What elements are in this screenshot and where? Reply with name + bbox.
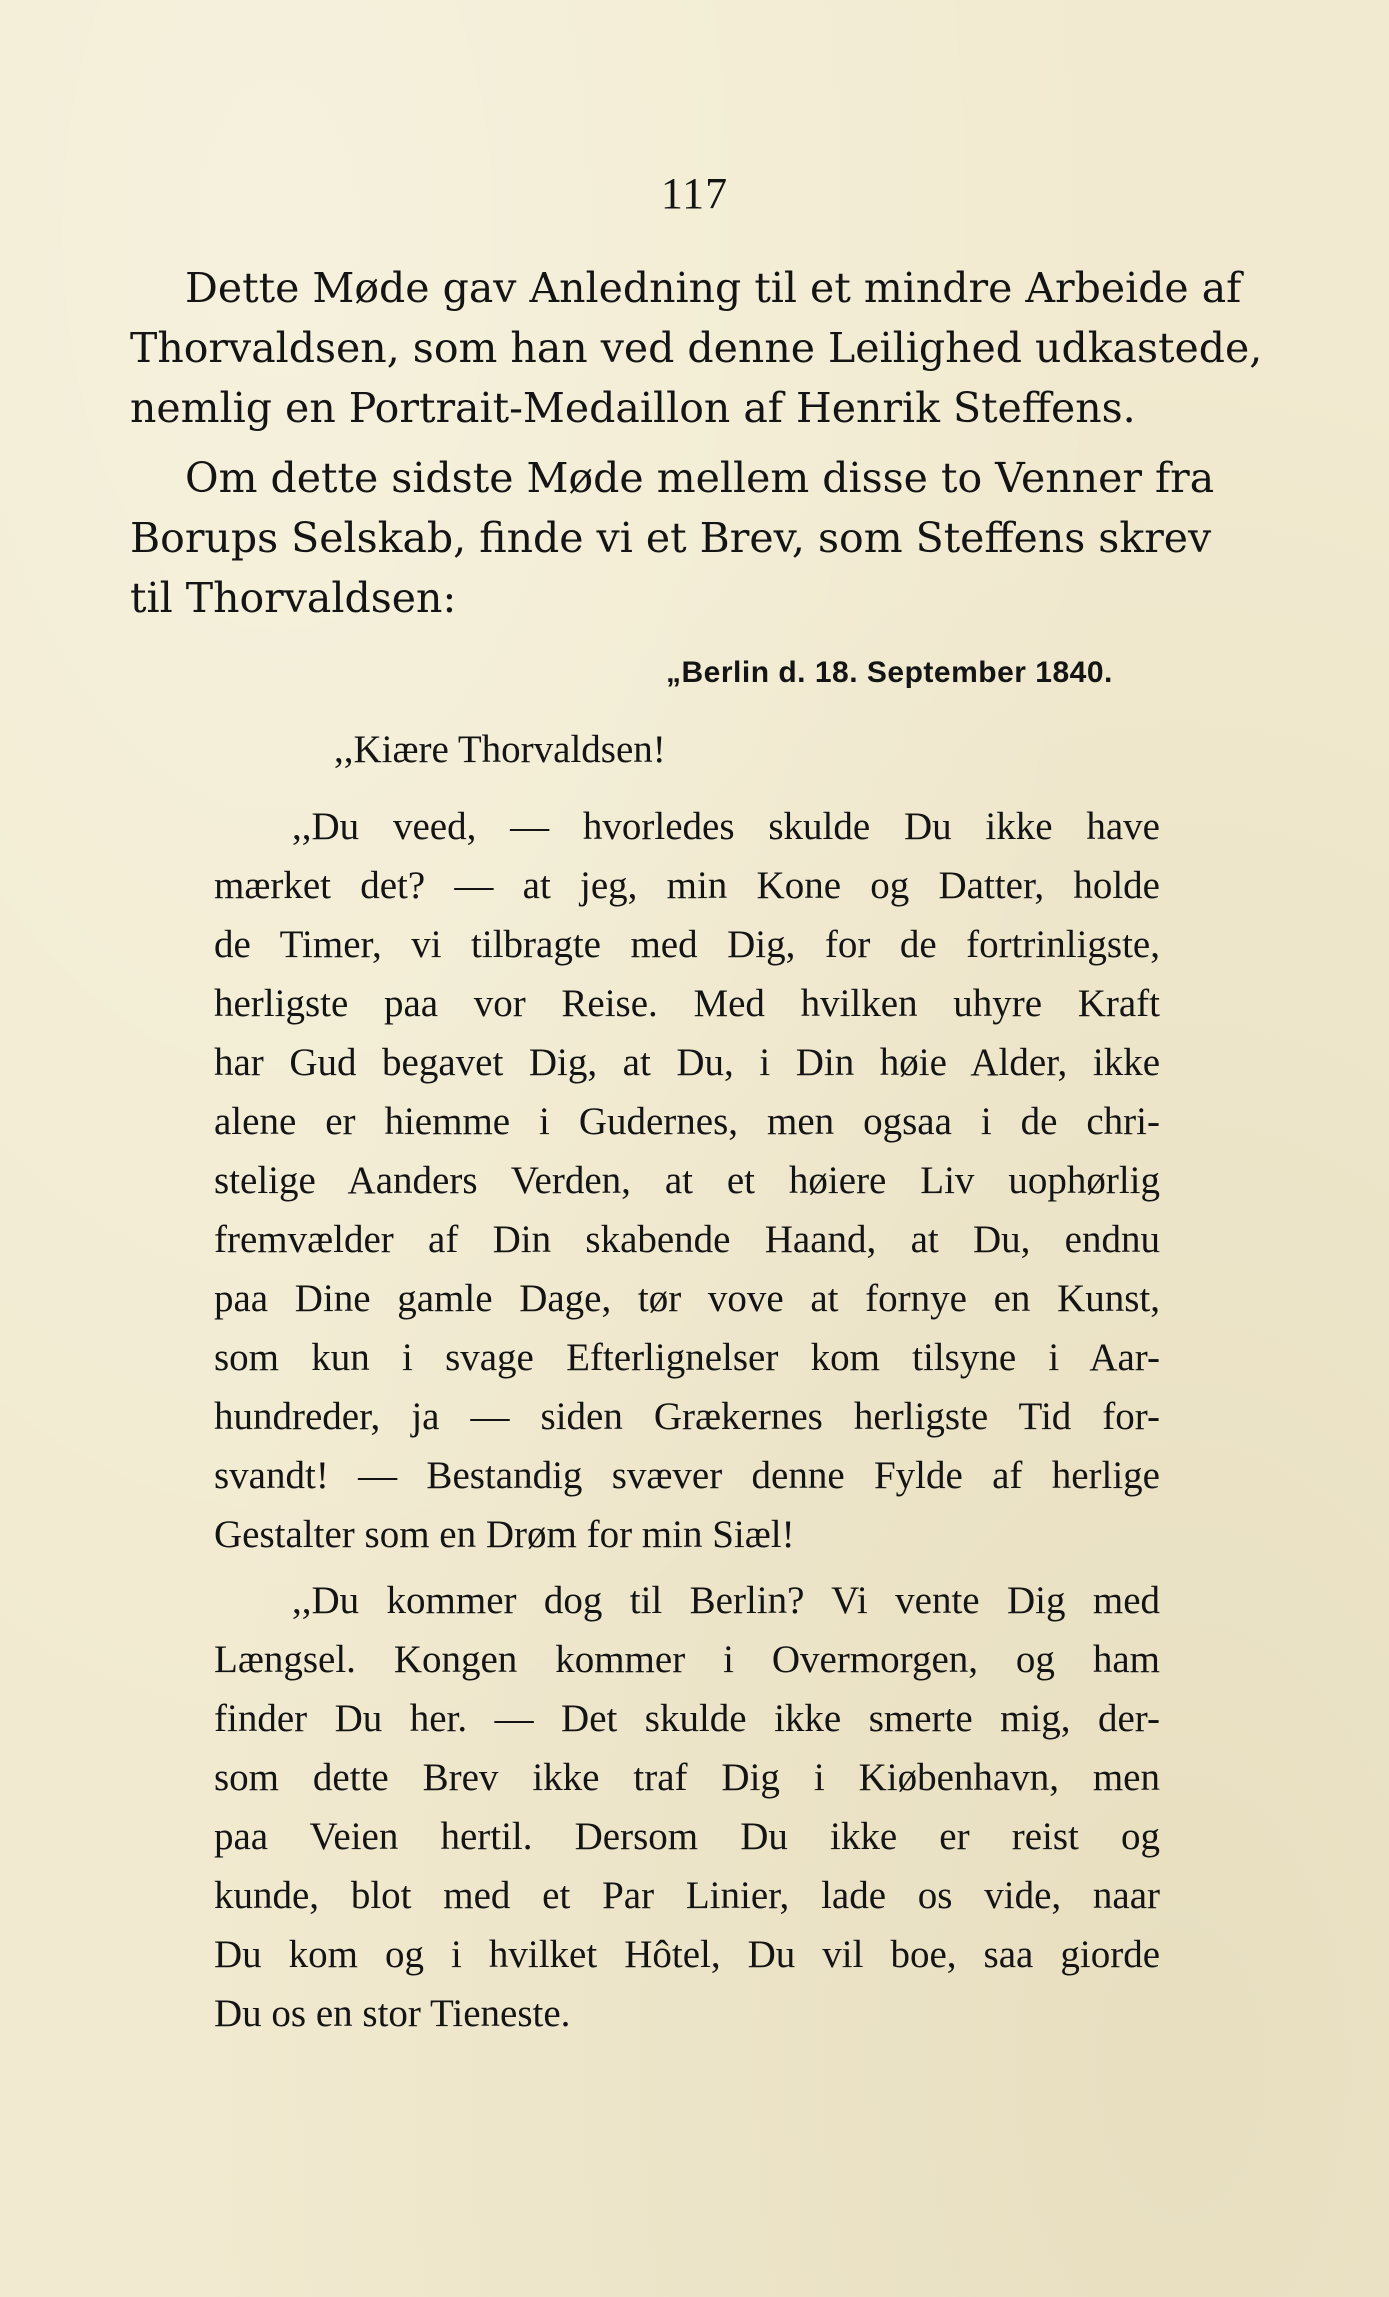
text-line: stelige Aanders Verden, at et høiere Liv uophørlig bbox=[214, 1159, 1160, 1202]
text-line: Thorvaldsen, som han ved denne Leilighed udkastede, bbox=[130, 324, 1263, 372]
text-line: herligste paa vor Reise. Med hvilken uhyre Kraft bbox=[214, 982, 1160, 1025]
intro-paragraph-2 bbox=[130, 448, 1215, 628]
text-line: Gestalter som en Drøm for min Siæl! bbox=[214, 1513, 795, 1556]
text-line: Du kom og i hvilket Hôtel, Du vil boe, saa giorde bbox=[214, 1933, 1160, 1976]
text-line: Du os en stor Tieneste. bbox=[214, 1992, 571, 2035]
letter-paragraph-1 bbox=[214, 797, 1160, 1564]
text-line: hundreder, ja — siden Grækernes herligste Tid for- bbox=[214, 1395, 1160, 1438]
text-line: ,,Du veed, — hvorledes skulde Du ikke have bbox=[292, 805, 1160, 848]
text-line: som kun i svage Efterlignelser kom tilsyne i Aar- bbox=[214, 1336, 1160, 1379]
text-line: Dette Møde gav Anledning til et mindre Arbeide af bbox=[185, 264, 1242, 312]
page-number: 117 bbox=[660, 169, 729, 218]
text-line: kunde, blot med et Par Linier, lade os vide, naar bbox=[214, 1874, 1160, 1917]
text-line: fremvælder af Din skabende Haand, at Du, endnu bbox=[214, 1218, 1160, 1261]
text-line: paa Dine gamle Dage, tør vove at fornye en Kunst, bbox=[214, 1277, 1160, 1320]
text-line: de Timer, vi tilbragte med Dig, for de fortrinligste, bbox=[214, 923, 1160, 966]
text-line: alene er hiemme i Gudernes, men ogsaa i de chri- bbox=[214, 1100, 1160, 1143]
intro-paragraph bbox=[130, 258, 1263, 438]
text-line: nemlig en Portrait-Medaillon af Henrik Steffens. bbox=[130, 384, 1136, 432]
text-line: til Thorvaldsen: bbox=[130, 574, 457, 622]
letter-salutation-block bbox=[214, 720, 1160, 779]
text-line: paa Veien hertil. Dersom Du ikke er reist og bbox=[214, 1815, 1160, 1858]
text-line: Om dette sidste Møde mellem disse to Venner fra bbox=[185, 454, 1215, 502]
letter-salutation: ,,Kiære Thorvaldsen! bbox=[334, 728, 666, 771]
text-line: Borups Selskab, finde vi et Brev, som Steffens skrev bbox=[130, 514, 1212, 562]
text-line: ,,Du kommer dog til Berlin? Vi vente Dig med bbox=[292, 1579, 1160, 1622]
letter-paragraph-2 bbox=[214, 1571, 1160, 2043]
text-line: Længsel. Kongen kommer i Overmorgen, og ham bbox=[214, 1638, 1160, 1681]
text-line: som dette Brev ikke traf Dig i Kiøbenhavn, men bbox=[214, 1756, 1160, 1799]
letter-dateline: „Berlin d. 18. September 1840. bbox=[666, 656, 1113, 689]
text-line: har Gud begavet Dig, at Du, i Din høie Alder, ikke bbox=[214, 1041, 1160, 1084]
text-line: finder Du her. — Det skulde ikke smerte mig, der- bbox=[214, 1697, 1160, 1740]
text-line: svandt! — Bestandig svæver denne Fylde af herlige bbox=[214, 1454, 1160, 1497]
text-line: mærket det? — at jeg, min Kone og Datter, holde bbox=[214, 864, 1160, 907]
